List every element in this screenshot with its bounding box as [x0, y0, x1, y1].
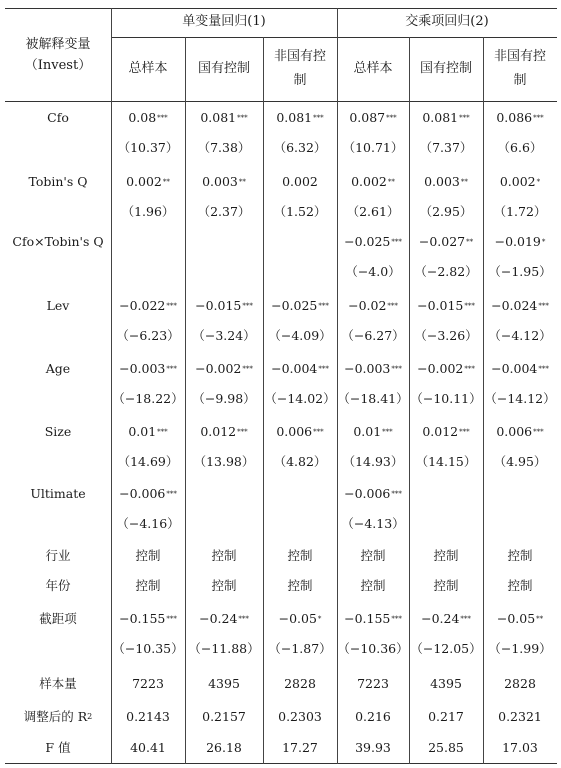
- coef-cell: 0.003 **: [202, 173, 246, 189]
- t-stat-cell: （4.82）: [273, 453, 327, 469]
- coef-cell: 0.003 **: [424, 173, 468, 189]
- coef-cell: 0.01 ***: [353, 423, 393, 439]
- significance-stars: ***: [387, 301, 398, 310]
- row-label: Size: [44, 423, 72, 439]
- t-stat-cell: （14.69）: [117, 453, 179, 469]
- stat-label: F 值: [45, 739, 71, 755]
- coef-cell: 0.081 ***: [200, 109, 248, 125]
- coef-cell: −0.006 ***: [119, 485, 177, 501]
- coef-cell: 0.08 ***: [128, 109, 168, 125]
- column-header: 国有控制: [197, 60, 250, 76]
- coef-cell: −0.02 ***: [348, 297, 398, 313]
- column-header: 非国有控制: [493, 49, 546, 88]
- control-label: 行业: [45, 547, 71, 563]
- coef-cell: −0.05 *: [278, 610, 322, 626]
- coef-cell: 0.012 ***: [200, 423, 248, 439]
- coef-cell: 0.01 ***: [128, 423, 168, 439]
- significance-stars: ***: [166, 364, 177, 373]
- superscript-2: 2: [87, 712, 93, 722]
- significance-stars: ***: [318, 364, 329, 373]
- control-cell: 控制: [507, 547, 533, 563]
- coef-cell: −0.24 ***: [421, 610, 471, 626]
- stat-cell: 0.2157: [202, 708, 246, 724]
- significance-stars: ***: [237, 113, 248, 122]
- stat-cell: 7223: [132, 675, 164, 691]
- significance-stars: **: [460, 177, 468, 186]
- stat-cell: 26.18: [206, 739, 242, 755]
- control-cell: 控制: [507, 577, 533, 593]
- significance-stars: ***: [391, 489, 402, 498]
- t-stat-cell: （−14.02）: [264, 390, 336, 406]
- significance-stars: ***: [313, 113, 324, 122]
- t-stat-cell: （2.61）: [346, 203, 400, 219]
- t-stat-cell: （1.96）: [121, 203, 175, 219]
- significance-stars: ***: [538, 301, 549, 310]
- t-stat-cell: （13.98）: [193, 453, 255, 469]
- significance-stars: ***: [391, 237, 402, 246]
- control-cell: 控制: [135, 577, 161, 593]
- t-stat-cell: （4.95）: [493, 453, 547, 469]
- t-stat-cell: （−6.27）: [341, 327, 405, 343]
- row-label: Lev: [46, 297, 70, 313]
- coef-cell: −0.155 ***: [344, 610, 402, 626]
- coef-cell: −0.006 ***: [344, 485, 402, 501]
- control-cell: 控制: [135, 547, 161, 563]
- coef-cell: 0.006 ***: [496, 423, 544, 439]
- coef-cell: −0.05 **: [496, 610, 544, 626]
- stat-cell: 0.2321: [498, 708, 542, 724]
- t-stat-cell: （−18.22）: [112, 390, 184, 406]
- coef-cell: −0.024 ***: [491, 297, 549, 313]
- significance-stars: ***: [313, 427, 324, 436]
- coef-cell: −0.002 ***: [195, 360, 253, 376]
- row-label: Cfo: [47, 109, 69, 125]
- coef-cell: −0.002 ***: [417, 360, 475, 376]
- t-stat-cell: （6.6）: [497, 139, 543, 155]
- dependent-var-en: （Invest）: [24, 58, 92, 73]
- significance-stars: **: [162, 177, 170, 186]
- coef-cell: 0.081 ***: [276, 109, 324, 125]
- group2-header: 交乘项回归(2): [405, 14, 489, 30]
- t-stat-cell: （−14.12）: [484, 390, 556, 406]
- control-cell: 控制: [360, 577, 386, 593]
- t-stat-cell: （2.95）: [419, 203, 473, 219]
- coef-cell: −0.24 ***: [199, 610, 249, 626]
- coef-cell: −0.015 ***: [417, 297, 475, 313]
- significance-stars: **: [466, 237, 474, 246]
- significance-stars: ***: [242, 364, 253, 373]
- t-stat-cell: （−12.05）: [410, 640, 482, 656]
- control-label: 年份: [45, 577, 71, 593]
- t-stat-cell: （−1.87）: [268, 640, 332, 656]
- significance-stars: *: [536, 177, 541, 186]
- significance-stars: ***: [166, 614, 177, 623]
- t-stat-cell: （−4.16）: [116, 515, 180, 531]
- row-label: Age: [45, 360, 71, 376]
- t-stat-cell: （−3.24）: [192, 327, 256, 343]
- coef-cell: 0.002 **: [351, 173, 395, 189]
- significance-stars: ***: [464, 301, 475, 310]
- significance-stars: ***: [386, 113, 397, 122]
- significance-stars: ***: [464, 364, 475, 373]
- t-stat-cell: （−1.99）: [488, 640, 552, 656]
- significance-stars: ***: [157, 427, 168, 436]
- stat-label: 样本量: [39, 675, 77, 691]
- coef-cell: 0.087 ***: [349, 109, 397, 125]
- stat-cell: 40.41: [130, 739, 166, 755]
- coef-cell: −0.155 ***: [119, 610, 177, 626]
- significance-stars: ***: [459, 113, 470, 122]
- t-stat-cell: （14.93）: [342, 453, 404, 469]
- coef-cell: −0.003 ***: [119, 360, 177, 376]
- stat-cell: 39.93: [355, 739, 391, 755]
- significance-stars: ***: [533, 113, 544, 122]
- column-header: 非国有控制: [273, 49, 326, 88]
- t-stat-cell: （−4.09）: [268, 327, 332, 343]
- coef-cell: 0.081 ***: [422, 109, 470, 125]
- column-header: 总样本: [128, 60, 168, 76]
- t-stat-cell: （−4.0）: [345, 263, 401, 279]
- coef-cell: 0.012 ***: [422, 423, 470, 439]
- significance-stars: ***: [318, 301, 329, 310]
- stat-cell: 0.216: [355, 708, 391, 724]
- control-cell: 控制: [287, 577, 313, 593]
- row-label: Cfo×Tobin's Q: [12, 233, 104, 249]
- t-stat-cell: （−2.82）: [414, 263, 478, 279]
- coef-cell: 0.006 ***: [276, 423, 324, 439]
- t-stat-cell: （−10.36）: [337, 640, 409, 656]
- coef-cell: 0.002 *: [499, 173, 541, 189]
- coef-cell: 0.002 **: [126, 173, 170, 189]
- t-stat-cell: （−11.88）: [188, 640, 260, 656]
- significance-stars: *: [541, 237, 546, 246]
- header-rule: [5, 101, 557, 102]
- t-stat-cell: （−10.35）: [112, 640, 184, 656]
- coef-cell: −0.025 ***: [344, 233, 402, 249]
- t-stat-cell: （−1.95）: [488, 263, 552, 279]
- column-header: 总样本: [353, 60, 393, 76]
- t-stat-cell: （−4.13）: [341, 515, 405, 531]
- stat-cell: 7223: [357, 675, 389, 691]
- coef-cell: −0.025 ***: [271, 297, 329, 313]
- significance-stars: ***: [242, 301, 253, 310]
- dependent-var-cn: 被解释变量: [25, 37, 91, 53]
- coef-cell: −0.004 ***: [491, 360, 549, 376]
- coef-cell: −0.027 **: [418, 233, 474, 249]
- significance-stars: ***: [166, 489, 177, 498]
- stat-cell: 17.03: [502, 739, 538, 755]
- stat-cell: 2828: [284, 675, 316, 691]
- significance-stars: ***: [533, 427, 544, 436]
- t-stat-cell: （7.38）: [197, 139, 251, 155]
- t-stat-cell: （−6.23）: [116, 327, 180, 343]
- t-stat-cell: （7.37）: [419, 139, 473, 155]
- t-stat-cell: （−18.41）: [337, 390, 409, 406]
- stat-cell: 0.2303: [278, 708, 322, 724]
- t-stat-cell: （2.37）: [197, 203, 251, 219]
- control-cell: 控制: [211, 547, 237, 563]
- significance-stars: ***: [157, 113, 168, 122]
- stat-cell: 4395: [430, 675, 462, 691]
- t-stat-cell: （10.71）: [342, 139, 404, 155]
- coef-cell: 0.002: [282, 173, 318, 189]
- t-stat-cell: （−4.12）: [488, 327, 552, 343]
- significance-stars: **: [387, 177, 395, 186]
- control-cell: 控制: [433, 577, 459, 593]
- t-stat-cell: （1.52）: [273, 203, 327, 219]
- coef-cell: −0.022 ***: [119, 297, 177, 313]
- control-cell: 控制: [433, 547, 459, 563]
- t-stat-cell: （−9.98）: [192, 390, 256, 406]
- stat-cell: 17.27: [282, 739, 318, 755]
- significance-stars: ***: [391, 614, 402, 623]
- significance-stars: ***: [460, 614, 471, 623]
- significance-stars: ***: [166, 301, 177, 310]
- coef-cell: 0.086 ***: [496, 109, 544, 125]
- stat-cell: 0.2143: [126, 708, 170, 724]
- significance-stars: ***: [238, 614, 249, 623]
- coef-cell: −0.004 ***: [271, 360, 329, 376]
- control-cell: 控制: [211, 577, 237, 593]
- stat-cell: 25.85: [428, 739, 464, 755]
- stat-cell: 2828: [504, 675, 536, 691]
- column-header: 国有控制: [419, 60, 472, 76]
- coef-cell: −0.019 *: [494, 233, 546, 249]
- significance-stars: ***: [538, 364, 549, 373]
- significance-stars: **: [238, 177, 246, 186]
- bottom-rule: [5, 763, 557, 764]
- dependent-variable-header: [5, 26, 111, 86]
- significance-stars: ***: [237, 427, 248, 436]
- control-cell: 控制: [287, 547, 313, 563]
- significance-stars: ***: [459, 427, 470, 436]
- t-stat-cell: （10.37）: [117, 139, 179, 155]
- stat-label: 调整后的 R 2: [23, 708, 93, 724]
- coef-cell: −0.015 ***: [195, 297, 253, 313]
- stat-cell: 0.217: [428, 708, 464, 724]
- row-label: Ultimate: [30, 485, 86, 501]
- group1-header: 单变量回归(1): [182, 14, 266, 30]
- t-stat-cell: （1.72）: [493, 203, 547, 219]
- t-stat-cell: （−3.26）: [414, 327, 478, 343]
- significance-stars: **: [536, 614, 544, 623]
- control-cell: 控制: [360, 547, 386, 563]
- t-stat-cell: （14.15）: [415, 453, 477, 469]
- t-stat-cell: （−10.11）: [410, 390, 482, 406]
- row-label: Tobin's Q: [28, 173, 88, 189]
- coef-cell: −0.003 ***: [344, 360, 402, 376]
- significance-stars: ***: [382, 427, 393, 436]
- intercept-label: 截距项: [39, 610, 77, 626]
- significance-stars: *: [317, 614, 322, 623]
- significance-stars: ***: [391, 364, 402, 373]
- t-stat-cell: （6.32）: [273, 139, 327, 155]
- stat-cell: 4395: [208, 675, 240, 691]
